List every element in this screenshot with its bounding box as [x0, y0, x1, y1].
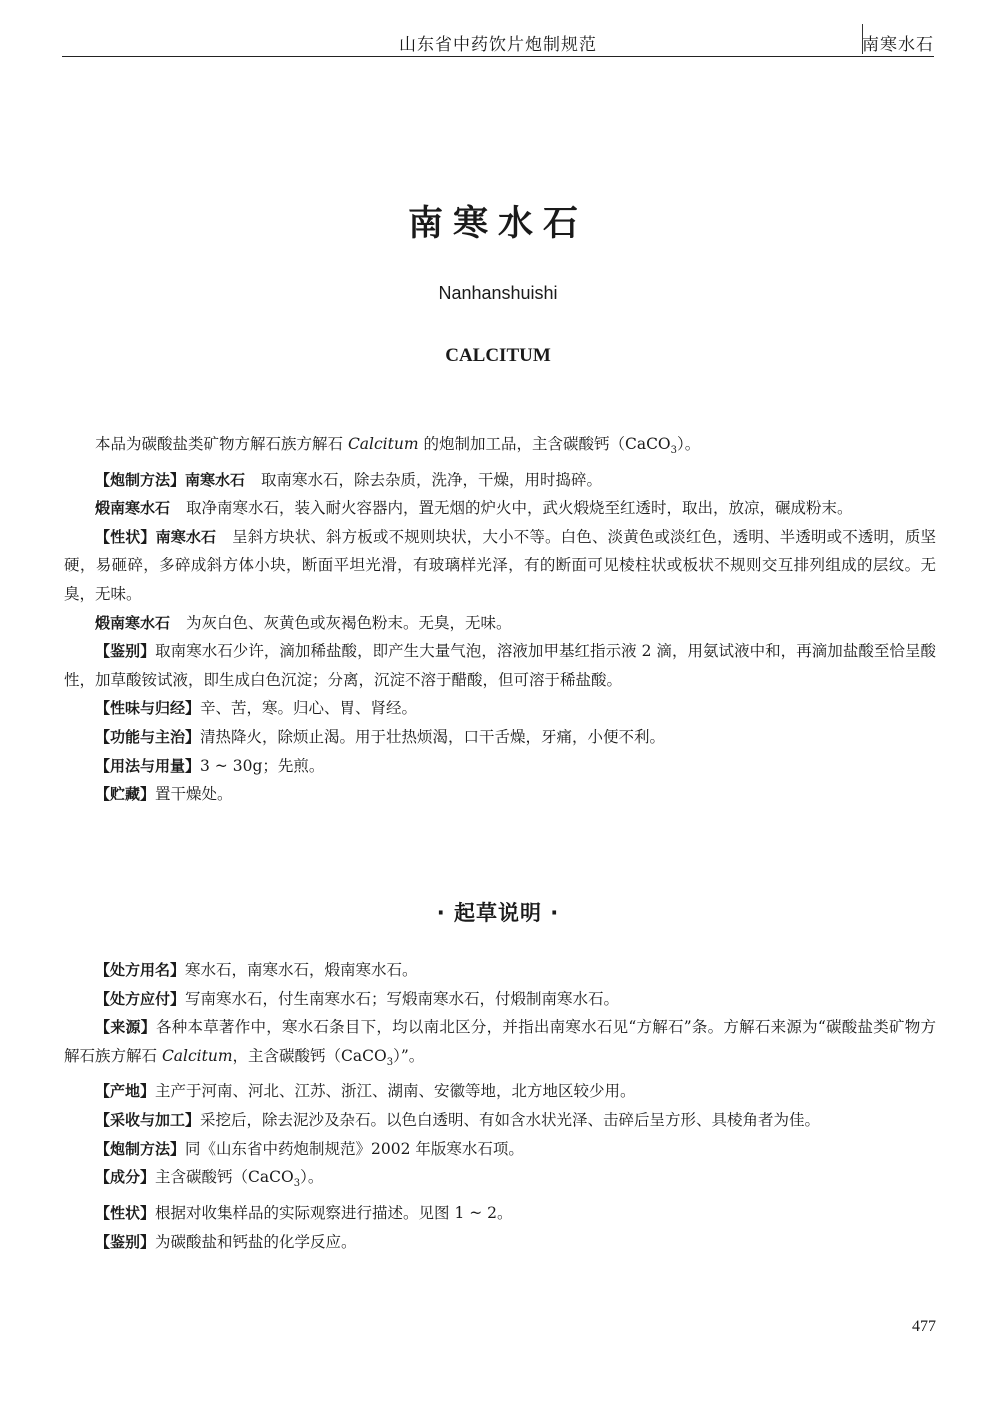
dispensing-paragraph	[64, 985, 936, 1014]
processing-paragraph	[64, 466, 936, 495]
intro-paragraph	[64, 430, 936, 466]
origin-latin-name: Calcitum	[161, 1046, 233, 1065]
processing-sub-heading: 南寒水石	[185, 470, 246, 489]
dosage-label: 【用法与用量】	[95, 756, 201, 775]
producing-area-label: 【产地】	[95, 1082, 156, 1101]
monograph-title-pinyin: Nanhanshuishi	[438, 283, 558, 303]
taste-meridian-label: 【性味与归经】	[95, 699, 201, 718]
character-calcined-paragraph	[64, 609, 936, 638]
character-calcined-text: 为灰白色、灰黄色或灰褐色粉末。无臭，无味。	[186, 613, 512, 632]
intro-formula-subscript: 3	[670, 445, 678, 457]
storage-label: 【贮藏】	[95, 785, 156, 804]
drafting-notes-heading: · 起草说明 ·	[436, 901, 560, 925]
storage-text: 置干燥处。	[155, 785, 233, 804]
character-paragraph	[64, 523, 936, 609]
processing-label: 【炮制方法】	[95, 470, 186, 489]
prescription-names-label: 【处方用名】	[95, 961, 186, 979]
calcined-paragraph	[64, 494, 936, 523]
identification-paragraph	[64, 637, 936, 694]
composition-text-after: ）。	[300, 1168, 324, 1187]
notes-processing-text: 同《山东省中药炮制规范》2002 年版寒水石项。	[185, 1139, 524, 1158]
composition-formula-subscript: 3	[293, 1178, 301, 1190]
notes-character-paragraph	[64, 1199, 936, 1228]
calcined-text: 取净南寒水石，装入耐火容器内，置无烟的炉火中，武火煅烧至红透时，取出，放凉，碾成粉末。	[186, 499, 853, 518]
character-sub-heading: 南寒水石	[155, 527, 217, 546]
intro-text-before: 本品为碳酸盐类矿物方解石族方解石	[95, 435, 348, 453]
character-label: 【性状】	[95, 527, 156, 546]
character-text: 呈斜方块状、斜方板或不规则块状，大小不等。白色、淡黄色或淡红色，透明、半透明或不透明，质坚硬，易砸碎，多碎成斜方体小块，断面平坦光滑，有玻璃样光泽，有的断面可见棱柱状或板状不规则交互排列组成的层纹。无臭，无味。	[64, 527, 936, 604]
intro-text-after: ）。	[677, 435, 701, 453]
producing-area-text: 主产于河南、河北、江苏、浙江、湖南、安徽等地，北方地区较少用。	[155, 1082, 636, 1101]
drafting-notes-body	[64, 956, 936, 1256]
identification-text: 取南寒水石少许，滴加稀盐酸，即产生大量气泡，溶液加甲基红指示液 2 滴，用氨试液中和，再滴加盐酸至恰呈酸性，加草酸铵试液，即生成白色沉淀；分离，沉淀不溶于醋酸，但可溶于稀盐酸。	[64, 642, 936, 689]
calcined-sub-heading: 煅南寒水石	[95, 499, 171, 518]
storage-paragraph	[64, 780, 936, 809]
collection-paragraph	[64, 1106, 936, 1135]
origin-text-middle: ，主含碳酸钙（CaCO	[232, 1046, 387, 1065]
monograph-body	[64, 430, 936, 809]
notes-identification-text: 为碳酸盐和钙盐的化学反应。	[155, 1232, 357, 1251]
running-header-book-title: 山东省中药饮片炮制规范	[399, 35, 597, 55]
notes-identification-paragraph	[64, 1228, 936, 1257]
prescription-names-text: 寒水石，南寒水石，煅南寒水石。	[185, 961, 418, 979]
taste-meridian-text: 辛、苦，寒。归心、胃、肾经。	[200, 699, 418, 718]
intro-text-middle: 的炮制加工品，主含碳酸钙（CaCO	[418, 435, 671, 453]
identification-label: 【鉴别】	[95, 642, 156, 661]
running-header	[62, 22, 934, 57]
origin-label: 【来源】	[95, 1018, 156, 1037]
dosage-paragraph	[64, 752, 936, 781]
dosage-text: 3 ~ 30g；先煎。	[200, 756, 325, 775]
monograph-title-latin: CALCITUM	[445, 345, 551, 366]
intro-latin-name: Calcitum	[347, 435, 419, 453]
notes-processing-label: 【炮制方法】	[95, 1139, 186, 1158]
origin-paragraph	[64, 1013, 936, 1077]
notes-character-label: 【性状】	[95, 1203, 156, 1222]
composition-text-before: 主含碳酸钙（CaCO	[155, 1168, 294, 1187]
origin-text-before: 各种本草著作中，寒水石条目下，均以南北区分，并指出南寒水石见“方解石”条。方解石来源为“碳酸盐类矿物方解石族方解石	[64, 1018, 936, 1065]
page-number: 477	[912, 1318, 936, 1335]
dispensing-label: 【处方应付】	[95, 989, 186, 1008]
composition-label: 【成分】	[95, 1168, 156, 1187]
taste-meridian-paragraph	[64, 694, 936, 723]
notes-processing-paragraph	[64, 1135, 936, 1164]
notes-character-text: 根据对收集样品的实际观察进行描述。见图 1 ~ 2。	[155, 1203, 513, 1222]
processing-text: 取南寒水石，除去杂质，洗净，干燥，用时捣碎。	[261, 470, 603, 489]
producing-area-paragraph	[64, 1077, 936, 1106]
running-header-chapter-title: 南寒水石	[862, 35, 934, 55]
dispensing-text: 写南寒水石，付生南寒水石；写煅南寒水石，付煅制南寒水石。	[185, 989, 620, 1008]
monograph-title-chinese: 南寒水石	[407, 204, 588, 244]
notes-identification-label: 【鉴别】	[95, 1232, 156, 1251]
origin-text-after: ）”。	[393, 1046, 425, 1065]
functions-paragraph	[64, 723, 936, 752]
functions-text: 清热降火，除烦止渴。用于壮热烦渴，口干舌燥，牙痛，小便不利。	[200, 728, 666, 747]
origin-formula-subscript: 3	[386, 1056, 394, 1068]
collection-text: 采挖后，除去泥沙及杂石。以色白透明、有如含水状光泽、击碎后呈方形、具棱角者为佳。	[200, 1111, 821, 1130]
composition-paragraph	[64, 1163, 936, 1199]
collection-label: 【采收与加工】	[95, 1111, 201, 1130]
character-calcined-sub-heading: 煅南寒水石	[95, 613, 171, 632]
prescription-names-paragraph	[64, 956, 936, 985]
functions-label: 【功能与主治】	[95, 728, 201, 747]
